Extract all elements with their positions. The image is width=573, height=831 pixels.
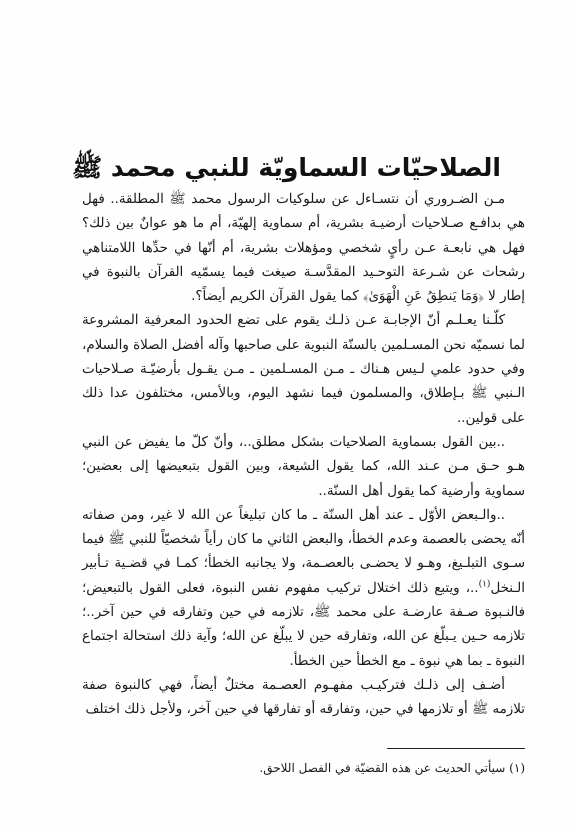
paragraph-3: ..بين القول بسماوية الصلاحيات بشكل مطلق..، وأنّ كلّ ما يفيض عن النبي هـو حـق مـن عـند الله، كما يقول الشيعة، وبين القول بتبعيضها إلى بعضين؛ سماوية وأرضية كما يقول أهل السنّة.. bbox=[82, 434, 525, 499]
paragraph-4: ..والـبعض الأوّل ـ عند أهل السنّة ـ ما كان تبليغاً عن الله لا غير، ومن صفاته أنّه يحضى بالعصمة وعدم الخطأ، والبعض الثاني ما كان رأياً شخصيّاً للنبي ﷺ فيما سـوى التبلـيغ، وهـو لا يحضـى بالعصـمة، ولا يجانبه الخطأ؛ كمـا في قضـية تـأبير الـنخل$^{(١)}$..، ويتبع ذلك اختلال تركيب مفهوم نفس النبوة، فعلى القول بالتبعيض؛ فالنـبوة صـفة عارضـة على محمد ﷺ، تلازمه في حين وتفارقه في حين آخر..؛ تلازمه حـين يـبلّغ عن الله، وتفارقه حين لا يبلّغ عن الله؛ وآية ذلك استحالة اجتماع النبوة ـ بما هي نبوة ـ مع الخطأ حين الخطأ. bbox=[82, 507, 525, 669]
paragraph-2: كلّـنا يعـلـم أنّ الإجابـة عـن ذلـك يقوم على تضع الحدود المعرفية المشروعة لما نسميّه نحن المسـلمين بالسنّة النبوية على صاحبها وآله أفضل الصلاة والسلام، وفي حدود علمي لـيس هـناك ـ مـن المسـلمين ـ مـن يقـول بأرضيّـة صـلاحيات الـنبي ﷺ بـإطلاق، والمسلمون فيما نشهد اليوم، وبالأمس، مختلفون عدا ذلك على قولين.. bbox=[82, 313, 525, 426]
footnote: (١) سيأتي الحديث عن هذه القضيّة في الفصل اللاحق. bbox=[259, 761, 525, 775]
footnote-divider bbox=[387, 748, 525, 749]
footnote-reference: (١) bbox=[478, 579, 491, 590]
body-text bbox=[82, 188, 525, 723]
paragraph-1: مـن الضـروري أن نتسـاءل عن سلوكيات الرسول محمد ﷺ المطلقة.. فهل هي بدافـع صـلاحيات أرضيـة بشرية، أم سماوية إلهيّة، أم ما هو عوانٌ بين ذلك؟ فهل هي نابعـة عـن رأيٍ شخصي ومؤهلات بشرية، أم أنّها في حدِّها اللامتناهي رشحات عن شـرعة التوحـيد المقدَّسـة صيغت فيما يسمّيه القرآن بالنبوة في إطار لا ﴿وَمَا يَنطِقُ عَنِ الْهَوَىٰ﴾ كما يقول القرآن الكريم أيضاً؟. bbox=[82, 192, 525, 305]
paragraph-5: أضـف إلى ذلـك فتركيـب مفهـوم العصـمة مختلٌ أيضاً، فهي كالنبوة صفة تلازمه ﷺ أو تلازمها في حين، وتفارقه أو تفارقها في حين آخر، ولأجل ذلك اختلف bbox=[82, 677, 525, 718]
chapter-title: الصلاحيّات السماويّة للنبي محمد ﷺ bbox=[72, 153, 501, 182]
